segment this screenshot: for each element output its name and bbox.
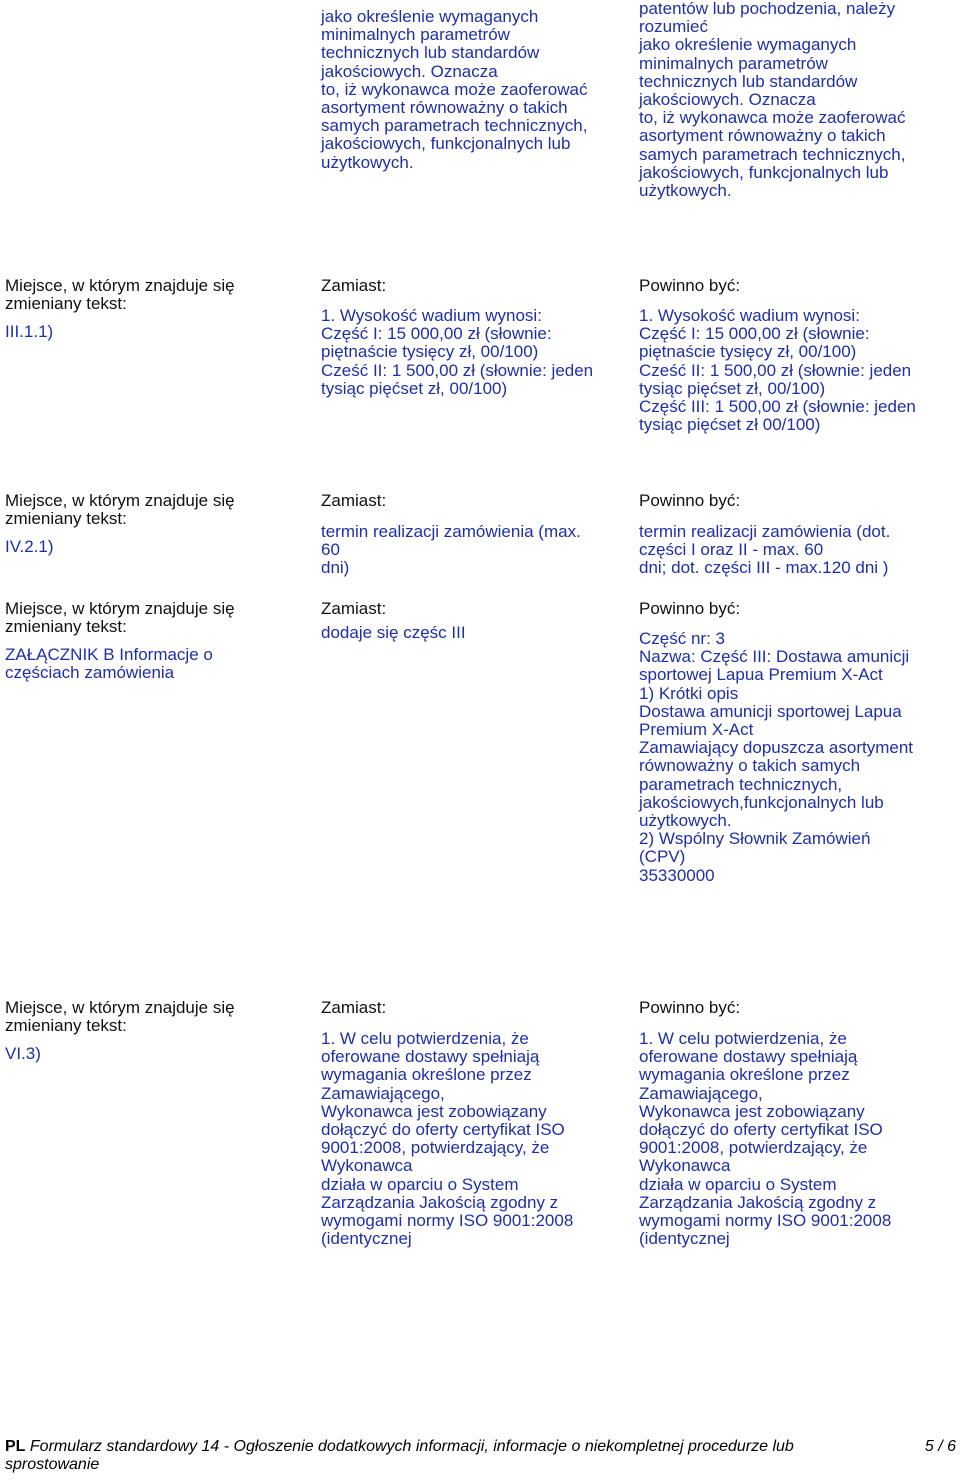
text-line: wymagania określone przez xyxy=(321,1065,532,1085)
text-line: Wykonawca xyxy=(321,1156,413,1176)
text-line: jakościowych, funkcjonalnych lub xyxy=(639,162,889,182)
text-line: Zamawiającego, xyxy=(639,1083,763,1103)
text-line: patentów lub pochodzenia, należy xyxy=(639,0,896,18)
text-line: minimalnych parametrów xyxy=(639,53,828,73)
text-line: tysiąc pięćset zł 00/100) xyxy=(639,415,821,435)
text-line: Część I: 15 000,00 zł (słownie: xyxy=(321,324,552,344)
text-line: to, iż wykonawca może zaoferować xyxy=(639,108,906,128)
text-line: termin realizacji zamówienia (max. xyxy=(321,522,581,541)
text-line: 9001:2008, potwierdzający, że xyxy=(321,1138,550,1158)
text-line: tysiąc pięćset zł, 00/100) xyxy=(639,378,826,398)
change-1-place-label xyxy=(5,277,235,313)
text-line: rozumieć xyxy=(639,17,708,37)
text-line: Zarządzania Jakością zgodny z xyxy=(321,1192,559,1212)
text-line: asortyment równoważny o takich xyxy=(321,98,568,118)
footer-form-title: Formularz standardowy 14 - Ogłoszenie dodatkowych informacji, informacje o niekompletnej procedurze lub xyxy=(29,1438,794,1455)
change-2-instead-label: Zamiast: xyxy=(321,491,387,510)
text-line: technicznych lub standardów xyxy=(321,43,540,63)
text-line: działa w oparciu o System xyxy=(321,1174,519,1194)
text-line: wymogami normy ISO 9001:2008 xyxy=(321,1211,574,1231)
text-line: Cześć II: 1 500,00 zł (słownie: jeden xyxy=(321,360,594,380)
change-1-new-text xyxy=(639,307,916,434)
text-line: samych parametrach technicznych, xyxy=(639,144,906,164)
text-line: parametrach technicznych, xyxy=(639,774,843,794)
text-line: samych parametrach technicznych, xyxy=(321,116,588,136)
text-line: użytkowych. xyxy=(639,811,732,831)
change-1-should-be-label: Powinno być: xyxy=(639,276,741,295)
change-2-should-be-label: Powinno być: xyxy=(639,491,741,510)
change-2-new-text xyxy=(639,523,890,578)
text-line: zmieniany tekst: xyxy=(5,294,127,314)
text-line: dni) xyxy=(321,558,350,578)
text-line: 1. W celu potwierdzenia, że xyxy=(639,1029,847,1048)
text-line: Miejsce, w którym znajduje się xyxy=(5,599,235,618)
change-4-reference xyxy=(5,1045,41,1063)
top-old-text xyxy=(321,8,587,172)
text-line: minimalnych parametrów xyxy=(321,25,510,45)
text-line: zmieniany tekst: xyxy=(5,1016,127,1036)
text-line: 1) Krótki opis xyxy=(639,683,739,703)
text-line: użytkowych. xyxy=(639,181,732,201)
text-line: częściach zamówienia xyxy=(5,663,175,683)
change-4-instead-label: Zamiast: xyxy=(321,998,387,1017)
text-line: Zamawiający dopuszcza asortyment xyxy=(639,738,914,758)
change-1-instead-label: Zamiast: xyxy=(321,276,387,295)
text-line: (identycznej xyxy=(321,1229,412,1249)
text-line: Miejsce, w którym znajduje się xyxy=(5,491,235,510)
text-line: dołączyć do oferty certyfikat ISO xyxy=(321,1120,565,1140)
text-line: (CPV) xyxy=(639,847,686,867)
text-line: piętnaście tysięcy zł, 00/100) xyxy=(639,342,857,362)
text-line: 9001:2008, potwierdzający, że xyxy=(639,1138,868,1158)
text-line: działa w oparciu o System xyxy=(639,1174,837,1194)
text-line: asortyment równoważny o takich xyxy=(639,126,886,146)
text-line: 2) Wspólny Słownik Zamówień xyxy=(639,829,871,849)
change-3-instead-label: Zamiast: xyxy=(321,599,387,618)
text-line: 1. Wysokość wadium wynosi: xyxy=(321,306,542,325)
text-line: termin realizacji zamówienia (dot. xyxy=(639,522,891,541)
text-line: ZAŁĄCZNIK B Informacje o xyxy=(5,645,213,664)
text-line: technicznych lub standardów xyxy=(639,71,858,91)
change-3-old-text xyxy=(321,624,466,642)
footer-page-number: 5 / 6 xyxy=(924,1438,956,1455)
text-line: dni; dot. części III - max.120 dni ) xyxy=(639,558,889,578)
change-3-place-label xyxy=(5,600,235,636)
text-line: Wykonawca xyxy=(639,1156,731,1176)
text-line: jakościowych. Oznacza xyxy=(321,61,498,81)
text-line: użytkowych. xyxy=(321,152,414,172)
change-4-old-text xyxy=(321,1030,573,1248)
change-4-new-text xyxy=(639,1030,891,1248)
text-line: VI.3) xyxy=(5,1044,41,1063)
text-line: jakościowych, funkcjonalnych lub xyxy=(321,134,571,154)
change-3-reference xyxy=(5,646,213,682)
change-2-place-label xyxy=(5,492,235,528)
text-line: Premium X-Act xyxy=(639,720,754,740)
text-line: Zarządzania Jakością zgodny z xyxy=(639,1192,877,1212)
text-line: Dostawa amunicji sportowej Lapua xyxy=(639,701,902,721)
text-line: oferowane dostawy spełniają xyxy=(639,1047,858,1067)
text-line: dołączyć do oferty certyfikat ISO xyxy=(639,1120,883,1140)
change-2-reference xyxy=(5,538,54,556)
footer-language-code: PL xyxy=(5,1438,26,1455)
change-3-should-be-label: Powinno być: xyxy=(639,599,741,618)
text-line: równoważny o takich samych xyxy=(639,756,861,776)
text-line: Część nr: 3 xyxy=(639,629,725,648)
text-line: sportowej Lapua Premium X-Act xyxy=(639,665,883,685)
text-line: Miejsce, w którym znajduje się xyxy=(5,998,235,1017)
text-line: 1. Wysokość wadium wynosi: xyxy=(639,306,860,325)
text-line: części I oraz II - max. 60 xyxy=(639,540,824,560)
text-line: wymogami normy ISO 9001:2008 xyxy=(639,1211,892,1231)
footer-form-title-continued: sprostowanie xyxy=(5,1456,100,1473)
text-line: wymagania określone przez xyxy=(639,1065,850,1085)
text-line: jako określenie wymaganych xyxy=(639,35,857,55)
text-line: Zamawiającego, xyxy=(321,1083,445,1103)
top-new-text xyxy=(639,0,905,200)
text-line: 60 xyxy=(321,540,340,560)
text-line: jakościowych,funkcjonalnych lub xyxy=(639,792,884,812)
text-line: IV.2.1) xyxy=(5,537,54,556)
text-line: jako określenie wymaganych xyxy=(321,7,539,26)
change-2-old-text xyxy=(321,523,581,578)
text-line: Wykonawca jest zobowiązany xyxy=(639,1101,865,1121)
change-1-old-text xyxy=(321,307,593,398)
text-line: Miejsce, w którym znajduje się xyxy=(5,276,235,295)
text-line: Nazwa: Część III: Dostawa amunicji xyxy=(639,647,910,667)
text-line: dodaje się częśc III xyxy=(321,623,466,642)
text-line: oferowane dostawy spełniają xyxy=(321,1047,540,1067)
change-1-reference xyxy=(5,323,53,341)
text-line: III.1.1) xyxy=(5,322,54,341)
text-line: zmieniany tekst: xyxy=(5,509,127,529)
text-line: zmieniany tekst: xyxy=(5,617,127,637)
text-line: tysiąc pięćset zł, 00/100) xyxy=(321,378,508,398)
text-line: 35330000 xyxy=(639,865,715,885)
text-line: 1. W celu potwierdzenia, że xyxy=(321,1029,529,1048)
text-line: piętnaście tysięcy zł, 00/100) xyxy=(321,342,539,362)
page-footer xyxy=(5,1438,960,1474)
text-line: (identycznej xyxy=(639,1229,730,1249)
text-line: Część III: 1 500,00 zł (słownie: jeden xyxy=(639,397,916,417)
text-line: Część I: 15 000,00 zł (słownie: xyxy=(639,324,870,344)
change-3-new-text xyxy=(639,630,913,885)
text-line: to, iż wykonawca może zaoferować xyxy=(321,79,588,99)
text-line: Cześć II: 1 500,00 zł (słownie: jeden xyxy=(639,360,912,380)
text-line: Wykonawca jest zobowiązany xyxy=(321,1101,547,1121)
change-4-place-label xyxy=(5,999,235,1035)
text-line: jakościowych. Oznacza xyxy=(639,90,816,110)
change-4-should-be-label: Powinno być: xyxy=(639,998,741,1017)
